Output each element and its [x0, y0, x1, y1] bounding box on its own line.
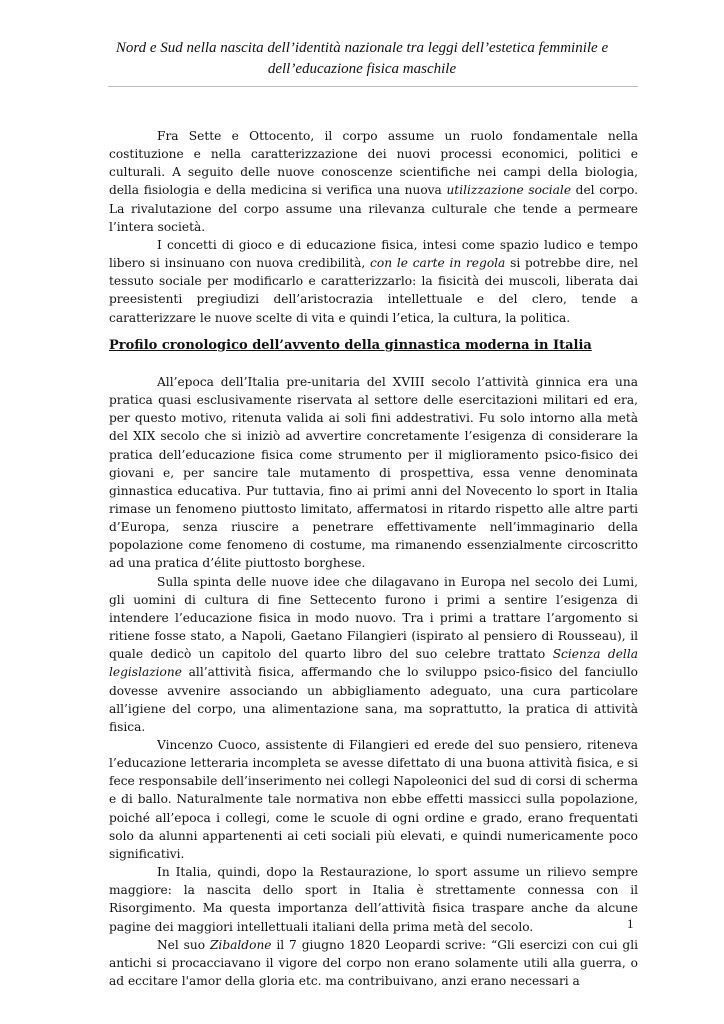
- header-line-2: dell’educazione fisica maschile: [267, 61, 457, 77]
- body-text: [109, 127, 638, 990]
- paragraph: In Italia, quindi, dopo la Restaurazione, lo sport assume un rilievo sempre maggiore: la nascita dello sport in Italia è strettamente connessa con il Risorgimento. Ma questa importanza dell’attività fisica traspare anche da alcune pagine dei maggiori intellettuali italiani della prima metà del secolo.: [109, 865, 638, 934]
- paragraph: Nel suo Zibaldone il 7 giugno 1820 Leopardi scrive: “Gli esercizi con cui gli antichi si procacciavano il vigore del corpo non erano solamente utili alla guerra, o ad eccitare l'amor della gloria etc. ma contribuivano, anzi erano necessari a: [109, 937, 638, 989]
- paragraph: Fra Sette e Ottocento, il corpo assume un ruolo fondamentale nella costituzione e nella caratterizzazione dei nuovi processi economici, politici e culturali. A seguito delle nuove conoscenze scientifiche nei campi della biologia, della fisiologia e della medicina si verifica una nuova utilizzazione sociale del corpo. La rivalutazione del corpo assume una rilevanza culturale che tende a permeare l’intera società.: [109, 129, 638, 234]
- page-number: 1: [627, 916, 634, 931]
- header-divider: [108, 86, 638, 87]
- running-header: [90, 38, 634, 80]
- paragraph: Sulla spinta delle nuove idee che dilagavano in Europa nel secolo dei Lumi, gli uomini di cultura di fine Settecento furono i primi a sentire l’esigenza di intendere l’educazione fisica in modo nuovo. Tra i primi a trattare l’argomento si ritiene fosse stato, a Napoli, Gaetano Filangieri (ispirato al pensiero di Rousseau), il quale dedicò un capitolo del quarto libro del suo celebre trattato Scienza della legislazione all’attività fisica, affermando che lo sviluppo psico-fisico del fanciullo dovesse avvenire associando un abbigliamento adeguato, una cura particolare all’igiene del corpo, una alimentazione sana, ma soprattutto, la pratica di attività fisica.: [109, 574, 638, 734]
- paragraph: All’epoca dell’Italia pre-unitaria del XVIII secolo l’attività ginnica era una pratica quasi esclusivamente riservata al settore delle esercitazioni militari ed era, per questo motivo, ritenuta valida ai soli fini addestrativi. Fu solo intorno alla metà del XIX secolo che si iniziò ad avvertire concretamente l’esigenza di considerare la pratica dell’educazione fisica come strumento per il miglioramento psico-fisico dei giovani e, per sancire tale mutamento di prospettiva, essa venne denominata ginnastica educativa. Pur tuttavia, fino ai primi anni del Novecento lo sport in Italia rimase un fenomeno piuttosto limitato, affermatosi in ritardo rispetto alle altre parti d’Europa, senza riuscire a penetrare effettivamente nell’immaginario della popolazione come fenomeno di costume, ma rimanendo essenzialmente circoscritto ad una pratica d’élite piuttosto borghese.: [109, 374, 638, 571]
- header-line-1: Nord e Sud nella nascita dell’identità nazionale tra leggi dell’estetica femminile e: [115, 40, 609, 56]
- paragraph: Vincenzo Cuoco, assistente di Filangieri ed erede del suo pensiero, riteneva l’educazione letteraria incompleta se avesse difettato di una buona attività fisica, e si fece responsabile dell’inserimento nei collegi Napoleonici del sud di corsi di scherma e di ballo. Naturalmente tale normativa non ebbe effetti massicci sulla popolazione, poiché all’epoca i collegi, come le scuole di ogni ordine e grado, erano frequentati solo da alunni appartenenti ai ceti sociali più elevati, e quindi numericamente poco significativi.: [109, 738, 638, 861]
- section-heading: Profilo cronologico dell’avvento della ginnastica moderna in Italia: [109, 337, 592, 353]
- paragraph: I concetti di gioco e di educazione fisica, intesi come spazio ludico e tempo libero si insinuano con nuova credibilità, con le carte in regola si potrebbe dire, nel tessuto sociale per modificarlo e caratterizzarlo: la fisicità dei muscoli, liberata dai preesistenti pregiudizi dell’aristocrazia intellettuale e del clero, tende a caratterizzare le nuove scelte di vita e quindi l’etica, la cultura, la politica.: [109, 237, 638, 325]
